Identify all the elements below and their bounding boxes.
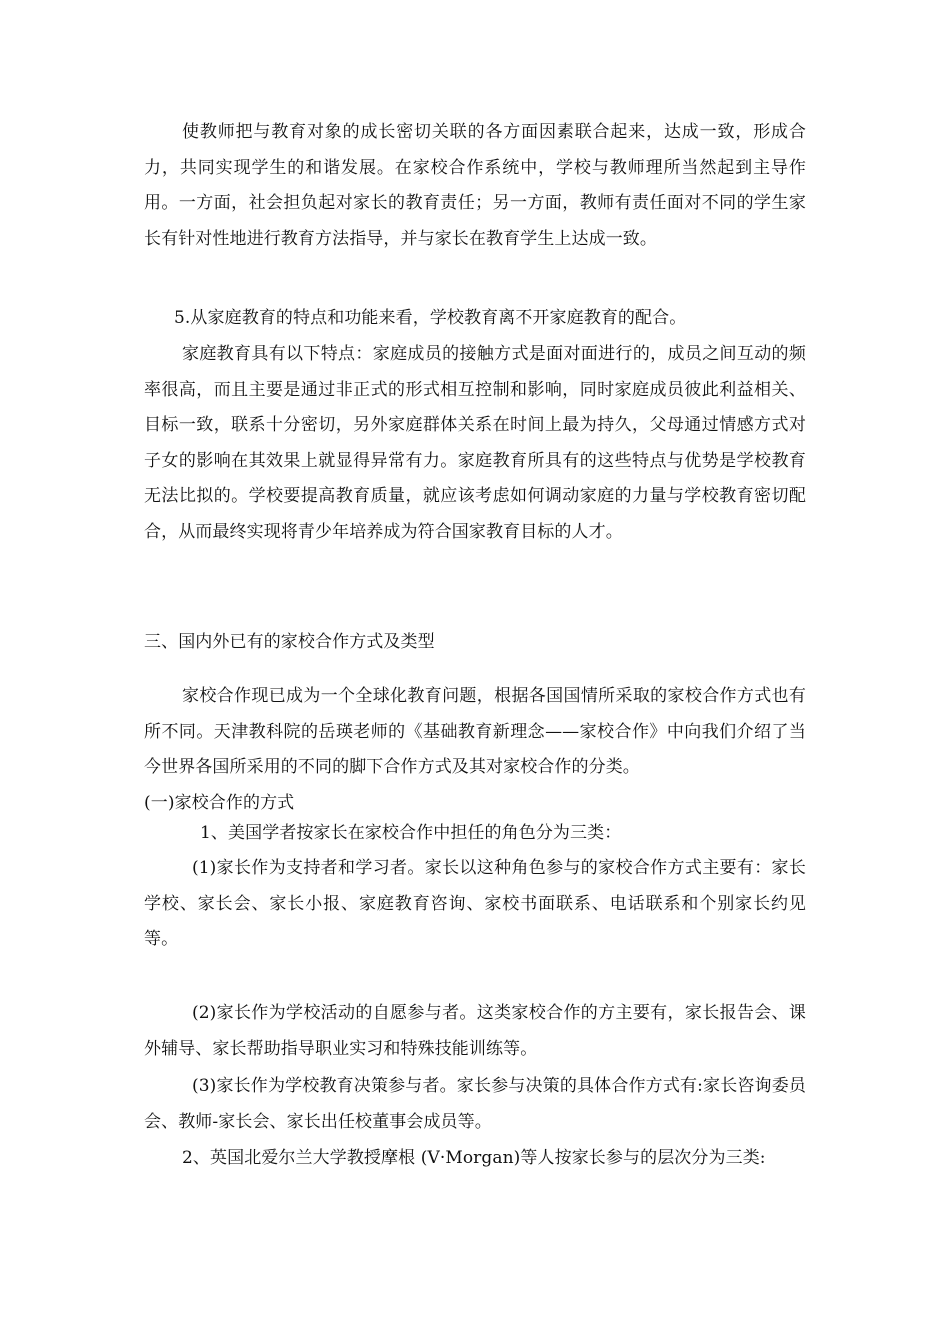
paragraph-role-decision-maker: (3)家长作为学校教育决策参与者。家长参与决策的具体合作方式有:家长咨询委员会、教师-家长会、家长出任校董事会成员等。 — [144, 1076, 806, 1132]
paragraph-family-education: 家庭教育具有以下特点：家庭成员的接触方式是面对面进行的，成员之间互动的频率很高，而且主要是通过非正式的形式相互控制和影响，同时家庭成员彼此利益相关、目标一致，联系十分密切，另外家庭群体关系在时间上最为持久，父母通过情感方式对子女的影响在其效果上就显得异常有力。家庭教育所具有的这些特点与优势是学校教育无法比拟的。学校要提高教育质量，就应该考虑如何调动家庭的力量与学校教育密切配合，从而最终实现将青少年培养成为符合国家教育目标的人才。 — [144, 344, 806, 542]
paragraph-uk-morgan: 2、英国北爱尔兰大学教授摩根 (V·Morgan)等人按家长参与的层次分为三类: — [182, 1148, 766, 1168]
section-heading-3: 三、国内外已有的家校合作方式及类型 — [144, 632, 435, 652]
paragraph-point-5: 5.从家庭教育的特点和功能来看，学校教育离不开家庭教育的配合。 — [174, 308, 687, 328]
paragraph-global-issue: 家校合作现已成为一个全球化教育问题，根据各国国情所采取的家校合作方式也有所不同。天津教科院的岳瑛老师的《基础教育新理念——家校合作》中向我们介绍了当今世界各国所采用的不同的脚下合作方式及其对家校合作的分类。 — [144, 686, 806, 778]
paragraph-teacher-role: 使教师把与教育对象的成长密切关联的各方面因素联合起来，达成一致，形成合力，共同实现学生的和谐发展。在家校合作系统中，学校与教师理所当然起到主导作用。一方面，社会担负起对家长的教育责任；另一方面，教师有责任面对不同的学生家长有针对性地进行教育方法指导，并与家长在教育学生上达成一致。 — [144, 122, 806, 249]
paragraph-role-supporter: (1)家长作为支持者和学习者。家长以这种角色参与的家校合作方式主要有：家长学校、家长会、家长小报、家庭教育咨询、家校书面联系、电话联系和个别家长约见等。 — [144, 858, 806, 950]
paragraph-us-scholars: 1、美国学者按家长在家校合作中担任的角色分为三类： — [200, 823, 622, 843]
subheading-cooperation-methods: (一)家校合作的方式 — [144, 793, 295, 813]
paragraph-role-volunteer: (2)家长作为学校活动的自愿参与者。这类家校合作的方主要有，家长报告会、课外辅导、家长帮助指导职业实习和特殊技能训练等。 — [144, 1003, 806, 1059]
